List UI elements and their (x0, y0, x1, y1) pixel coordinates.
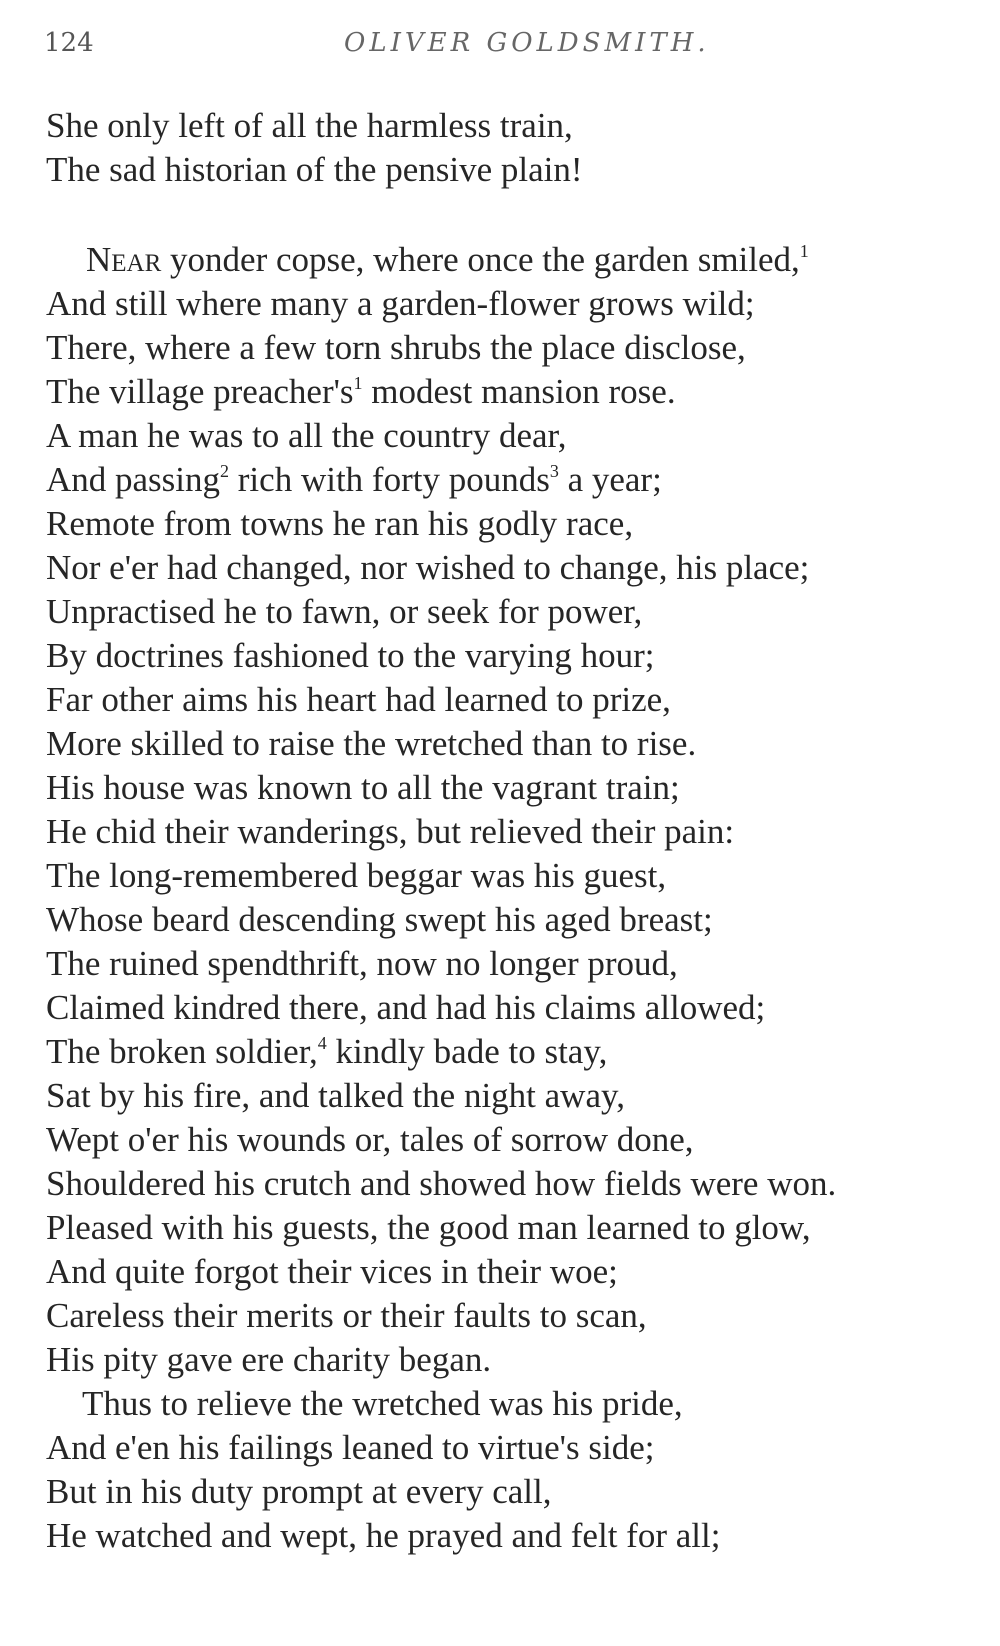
poem-line: There, where a few torn shrubs the place disclose, (46, 328, 746, 367)
stanza-opening-line: Thus to relieve the wretched was his pride, (82, 1384, 683, 1423)
poem-line: Nor e'er had changed, nor wished to change, his place; (46, 548, 810, 587)
poem-line: And quite forgot their vices in their woe; (46, 1252, 618, 1291)
poem-line: He watched and wept, he prayed and felt for all; (46, 1516, 721, 1555)
footnote-marker: 4 (317, 1033, 327, 1053)
poem-line: And e'en his failings leaned to virtue's side; (46, 1428, 655, 1467)
poem-line: Wept o'er his wounds or, tales of sorrow done, (46, 1120, 694, 1159)
stanza-opening-line (46, 238, 976, 282)
poem-line: Careless their merits or their faults to scan, (46, 1296, 647, 1335)
running-head (44, 28, 940, 68)
poem-line: And still where many a garden-flower grows wild; (46, 284, 755, 323)
poem-line (46, 1030, 976, 1074)
running-title: OLIVER GOLDSMITH. (344, 28, 710, 58)
line-text: modest mansion rose. (362, 372, 676, 411)
poem-line: Sat by his fire, and talked the night away, (46, 1076, 625, 1115)
stanza-break (46, 192, 976, 238)
line-text: The broken soldier, (46, 1032, 318, 1071)
poem-line: Shouldered his crutch and showed how fields were won. (46, 1164, 837, 1203)
poem-line: Whose beard descending swept his aged breast; (46, 900, 713, 939)
footnote-marker: 1 (799, 241, 809, 261)
poem-line: His pity gave ere charity began. (46, 1340, 492, 1379)
drop-word: Near (86, 240, 162, 279)
line-text: a year; (558, 460, 662, 499)
poem-line: The ruined spendthrift, now no longer proud, (46, 944, 678, 983)
poem-line: A man he was to all the country dear, (46, 416, 567, 455)
page-number: 124 (44, 28, 94, 58)
line-text: rich with forty pounds (229, 460, 550, 499)
footnote-marker: 1 (353, 373, 363, 393)
poem-line: Far other aims his heart had learned to prize, (46, 680, 671, 719)
poem-line: Claimed kindred there, and had his claims allowed; (46, 988, 766, 1027)
poem-line (46, 458, 976, 502)
line-text: The village preacher's (46, 372, 354, 411)
line-text: kindly bade to stay, (326, 1032, 608, 1071)
poem-line: The long-remembered beggar was his guest, (46, 856, 667, 895)
footnote-marker: 2 (220, 461, 230, 481)
poem-line: Remote from towns he ran his godly race, (46, 504, 634, 543)
poem-line: By doctrines fashioned to the varying hour; (46, 636, 655, 675)
line-text: yonder copse, where once the garden smiled, (161, 240, 800, 279)
poem-line: The sad historian of the pensive plain! (46, 150, 583, 189)
line-text: And passing (46, 460, 221, 499)
poem-line: His house was known to all the vagrant train; (46, 768, 680, 807)
poem-line: More skilled to raise the wretched than to rise. (46, 724, 697, 763)
poem-line: Unpractised he to fawn, or seek for power, (46, 592, 643, 631)
poem-line: But in his duty prompt at every call, (46, 1472, 552, 1511)
poem-line: Pleased with his guests, the good man learned to glow, (46, 1208, 811, 1247)
poem-line: He chid their wanderings, but relieved their pain: (46, 812, 735, 851)
poem-line (46, 370, 976, 414)
poem-text (46, 104, 976, 1558)
poem-line: She only left of all the harmless train, (46, 106, 573, 145)
footnote-marker: 3 (549, 461, 559, 481)
